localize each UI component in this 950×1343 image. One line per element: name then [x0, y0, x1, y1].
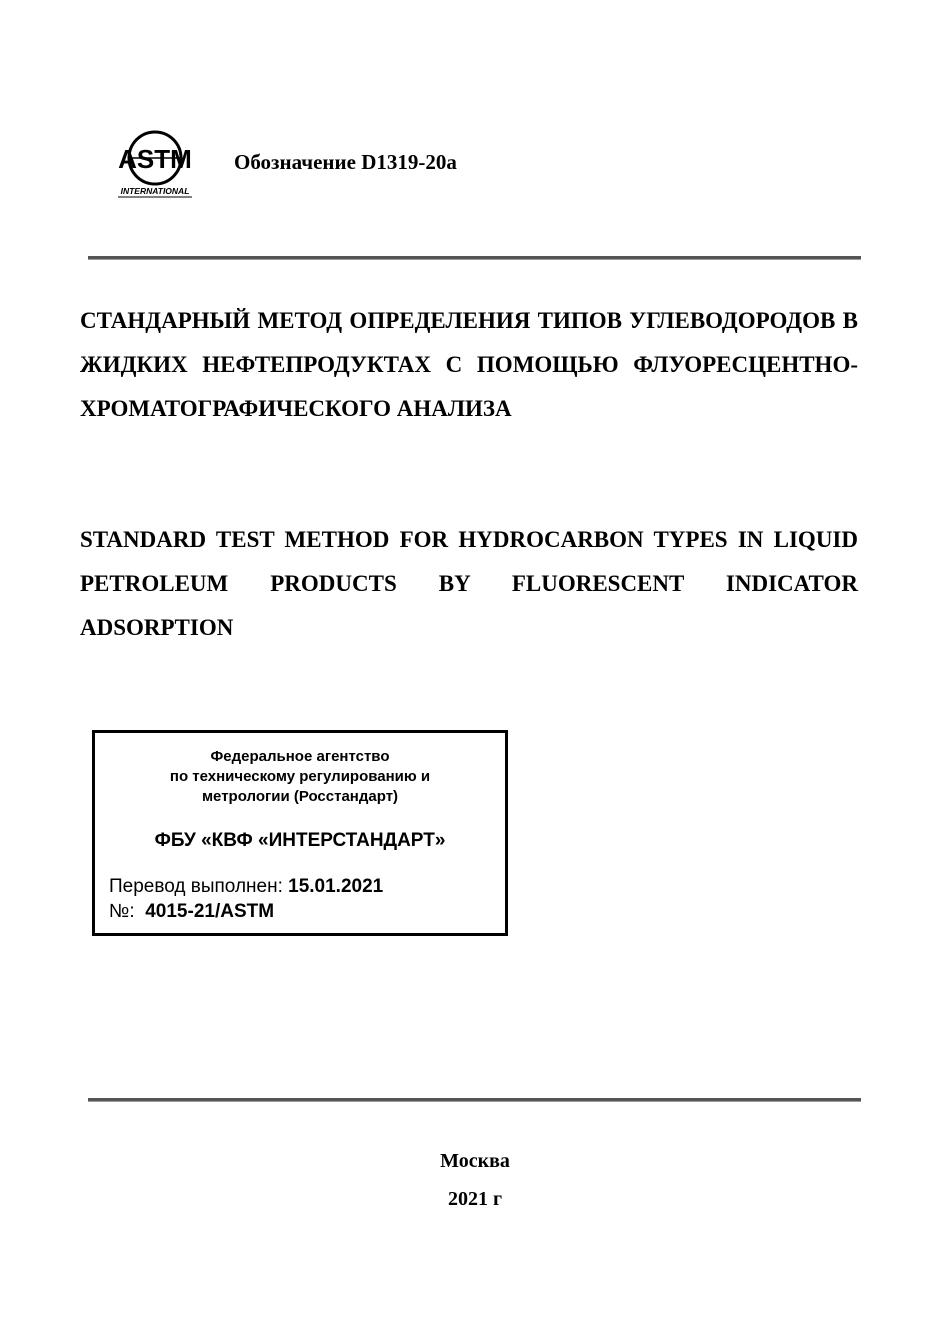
title-english: STANDARD TEST METHOD FOR HYDROCARBON TYPES IN LIQUID PETROLEUM PRODUCTS BY FLUORESCENT INDICATOR ADSORPTION [80, 527, 858, 640]
stamp-organization: ФБУ «КВФ «ИНТЕРСТАНДАРТ» [154, 830, 446, 851]
publication-year: 2021 г [447, 1188, 503, 1210]
stamp-agency-line2: по техническому регулированию и [169, 768, 431, 785]
stamp-agency-line3: метрологии (Росстандарт) [201, 788, 399, 805]
number-label: №: [109, 901, 146, 922]
translation-number: 4015-21/ASTM [145, 901, 275, 922]
stamp-translation-number [109, 900, 274, 924]
title-russian: СТАНДАРНЫЙ МЕТОД ОПРЕДЕЛЕНИЯ ТИПОВ УГЛЕВОДОРОДОВ В ЖИДКИХ НЕФТЕПРОДУКТАХ С ПОМОЩЬЮ ФЛУОРЕСЦЕНТНО-ХРОМАТОГРАФИЧЕСКОГО АНАЛИЗА [80, 308, 858, 421]
translation-stamp [92, 730, 508, 936]
astm-logo [112, 128, 198, 200]
translation-date: 15.01.2021 [288, 876, 384, 897]
logo-subtext: INTERNATIONAL [120, 186, 190, 196]
stamp-translation-date [109, 875, 383, 899]
logo-lettering: ASTM [118, 144, 192, 174]
bottom-divider [88, 1098, 861, 1102]
publication-city: Москва [440, 1150, 510, 1172]
translation-label: Перевод выполнен: [109, 876, 289, 897]
stamp-agency-line1: Федеральное агентство [210, 748, 390, 765]
stamp-agency [95, 747, 505, 807]
document-designation: Обозначение D1319-20a [234, 150, 457, 174]
top-divider [88, 256, 861, 260]
